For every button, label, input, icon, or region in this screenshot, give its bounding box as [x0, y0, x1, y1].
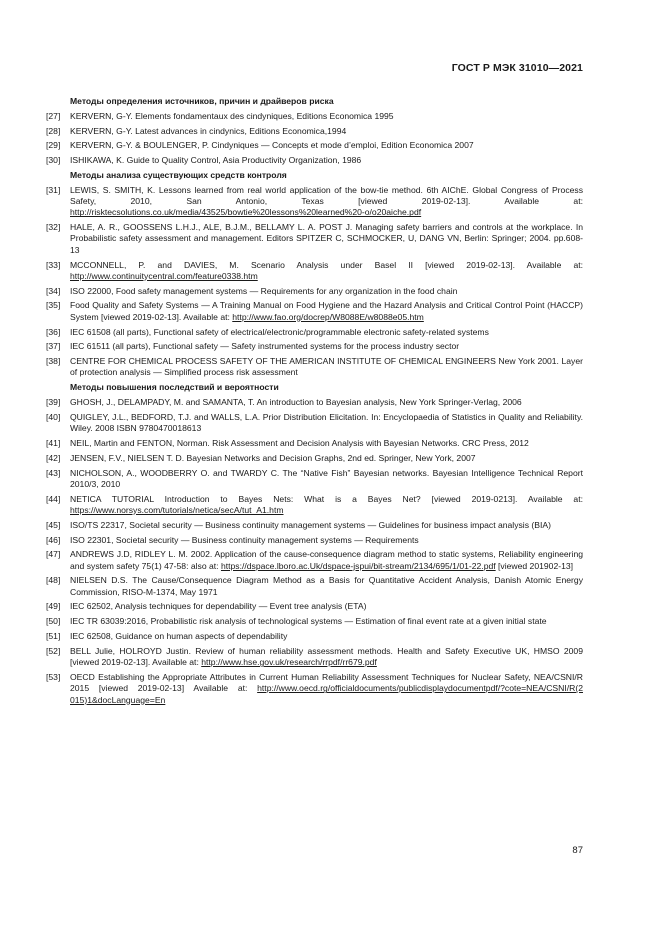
reference-text: HALE, A. R., GOOSSENS L.H.J., ALE, B.J.M., BELLAMY L. A. POST J. Managing safety barriers and controls at the workplace. In Probabilistic safety assessment and management. Editors SPITZER C, SCHMOCKER, U, DANG VN, Berlin: Springer; 2004. pp.608-13: [70, 222, 583, 255]
reference-item: [46, 111, 583, 122]
reference-number: [44]: [46, 493, 61, 504]
reference-number: [31]: [46, 184, 61, 195]
reference-text: IEC 62502, Analysis techniques for dependability — Event tree analysis (ETA): [70, 601, 367, 612]
reference-text: IEC 61508 (all parts), Functional safety of electrical/electronic/programmable electronic safety-related systems: [70, 326, 489, 337]
reference-text: NIELSEN D.S. The Cause/Consequence Diagram Method as a Basis for Quantitative Accident Analysis, Danish Atomic Energy Commission, RISO-M-1374, May 1971: [70, 575, 583, 597]
reference-link[interactable]: https://dspace.lboro.ac.Uk/dspace-jspui/bit-stream/2134/695/1/01-22.pdf: [220, 560, 496, 571]
reference-item: [46, 155, 583, 166]
reference-item: [46, 520, 583, 531]
reference-item: [46, 631, 583, 642]
reference-text: GHOSH, J., DELAMPADY, M. and SAMANTA, T. An introduction to Bayesian analysis, New York Springer-Verlag, 2006: [70, 397, 522, 408]
reference-text: CENTRE FOR CHEMICAL PROCESS SAFETY OF THE AMERICAN INSTITUTE OF CHEMICAL ENGINEERS New York 2001. Layer of protection analysis — Simplified process risk assessment: [70, 356, 583, 378]
reference-text: Food Quality and Safety Systems — A Training Manual on Food Hygiene and the Hazard Analysis and Critical Control Point (HACCP) System [viewed 2019-02-13]. Available at: http://www.fao.org/docrep/W8088E/w8088e05.htm: [70, 300, 583, 322]
reference-item: [46, 453, 583, 464]
reference-item: [46, 535, 583, 546]
reference-text: IEC TR 63039:2016, Probabilistic risk analysis of technological systems — Estimation of final event rate at a given initial state: [70, 616, 547, 627]
reference-number: [36]: [46, 326, 61, 337]
reference-item: [46, 672, 583, 706]
reference-number: [34]: [46, 285, 61, 296]
reference-text: IEC 62508, Guidance on human aspects of dependability: [70, 631, 288, 642]
reference-number: [40]: [46, 411, 61, 422]
reference-text: KERVERN, G-Y. Elements fondamentaux des cindyniques, Editions Economica 1995: [70, 110, 394, 121]
reference-number: [48]: [46, 575, 61, 586]
section-heading: Методы повышения последствий и вероятности: [70, 382, 279, 393]
reference-text: ISO/TS 22317, Societal security — Business continuity management systems — Guidelines for business impact analysis (BIA): [70, 519, 551, 530]
reference-item: [46, 126, 583, 137]
reference-item: [46, 327, 583, 338]
reference-item: [46, 438, 583, 449]
page-number: 87: [572, 845, 583, 856]
reference-link[interactable]: http://www.hse.gov.uk/research/rrpdf/rr679.pdf: [201, 657, 377, 668]
reference-number: [45]: [46, 519, 61, 530]
reference-item: [46, 260, 583, 283]
reference-number: [38]: [46, 356, 61, 367]
reference-text: KERVERN, G-Y. & BOULENGER, P. Cindyniques — Concepts et mode d’emploi, Edition Economica 2007: [70, 140, 474, 151]
reference-item: [46, 646, 583, 669]
reference-number: [41]: [46, 437, 61, 448]
reference-item: [46, 468, 583, 491]
reference-item: [46, 286, 583, 297]
reference-item: [46, 412, 583, 435]
reference-number: [27]: [46, 110, 61, 121]
reference-link[interactable]: http://www.fao.org/docrep/W8088E/w8088e05.htm: [232, 311, 424, 322]
reference-number: [37]: [46, 341, 61, 352]
reference-text: NEIL, Martin and FENTON, Norman. Risk Assessment and Decision Analysis with Bayesian Networks. CRC Press, 2012: [70, 437, 529, 448]
reference-number: [50]: [46, 616, 61, 627]
reference-number: [49]: [46, 601, 61, 612]
reference-text: ISHIKAWA, K. Guide to Quality Control, Asia Productivity Organization, 1986: [70, 155, 362, 166]
reference-text: NICHOLSON, A., WOODBERRY O. and TWARDY C. The “Native Fish” Bayesian networks. Bayesian Intelligence Technical Report 2010/3, 2010: [70, 467, 583, 489]
reference-item: [46, 616, 583, 627]
reference-number: [35]: [46, 300, 61, 311]
reference-number: [43]: [46, 467, 61, 478]
reference-item: [46, 397, 583, 408]
reference-text: MCCONNELL, P. and DAVIES, M. Scenario Analysis under Basel II [viewed 2019-02-13]. Available at: http://www.continuitycentral.com/feature0338.htm: [70, 259, 583, 281]
reference-number: [53]: [46, 671, 61, 682]
reference-text: ISO 22301, Societal security — Business continuity management systems — Requirements: [70, 534, 419, 545]
reference-number: [30]: [46, 155, 61, 166]
reference-number: [29]: [46, 140, 61, 151]
reference-number: [51]: [46, 631, 61, 642]
reference-number: [32]: [46, 222, 61, 233]
bibliography: [46, 96, 583, 709]
reference-link[interactable]: http://www.oecd.rg/officialdocuments/publicdisplaydocumentpdf/?cote=NEA/CSNI/R(2 015)1&docLanguage=En: [70, 683, 583, 705]
reference-item: [46, 356, 583, 379]
reference-link[interactable]: http://risktecsolutions.co.uk/media/43525/bowtie%20lessons%20learned%20-o/o20aiche.pdf: [70, 207, 422, 218]
reference-text: LEWIS, S. SMITH, K. Lessons learned from real world application of the bow-tie method. 6th AIChE. Global Congress of Process Safety, 2010, San Antonio, Texas [viewed 2019-02-13]. Available at: http://risktecsolutions.co.uk/media/43525/bowtie%20lessons%20learned%20-o/o20aiche.pdf: [70, 184, 583, 218]
reference-item: [46, 494, 583, 517]
reference-text: QUIGLEY, J.L., BEDFORD, T.J. and WALLS, L.A. Prior Distribution Elicitation. In: Encyclopaedia of Statistics in Quality and Reliability. Wiley. 2008 ISBN 9780470018613: [70, 411, 583, 434]
reference-item: [46, 601, 583, 612]
reference-text: IEC 61511 (all parts), Functional safety — Safety instrumented systems for the process industry sector: [70, 341, 460, 352]
reference-text: BELL Julie, HOLROYD Justin. Review of human reliability assessment methods. Health and Safety Executive UK, HMSO 2009 [viewed 2019-02-13]. Available at: http://www.hse.gov.uk/research/rrpdf/rr679.pdf: [70, 645, 583, 668]
reference-number: [39]: [46, 397, 61, 408]
reference-item: [46, 185, 583, 219]
reference-number: [28]: [46, 125, 61, 136]
section-heading: Методы анализа существующих средств контроля: [70, 169, 287, 180]
reference-text: NETICA TUTORIAL Introduction to Bayes Nets: What is a Bayes Net? [viewed 2019-0213]. Available at: https://www.norsys.com/tutorials/netica/secA/tut_A1.htm: [70, 493, 583, 515]
section-heading: Методы определения источников, причин и драйверов риска: [70, 96, 334, 106]
reference-item: [46, 575, 583, 598]
reference-text: OECD Establishing the Appropriate Attributes in Current Human Reliability Assessment Techniques for Nuclear Safety, NEA/CSNI/R 2015 [viewed 2019-02-13] Available at: http://www.oecd.rg/officialdocuments/publicdisplaydocumentpdf/?cote=NEA/CSNI/R(2 015)1&docLanguage=En: [70, 671, 583, 705]
reference-number: [52]: [46, 645, 61, 656]
document-header: ГОСТ Р МЭК 31010—2021: [451, 62, 583, 74]
reference-text: ISO 22000, Food safety management systems — Requirements for any organization in the food chain: [70, 285, 458, 296]
reference-link[interactable]: http://www.continuitycentral.com/feature0338.htm: [70, 270, 258, 281]
reference-item: [46, 222, 583, 256]
reference-number: [47]: [46, 549, 61, 560]
reference-number: [46]: [46, 534, 61, 545]
reference-item: [46, 300, 583, 323]
reference-text: KERVERN, G-Y. Latest advances in cindynics, Editions Economica,1994: [70, 125, 347, 136]
reference-text: JENSEN, F.V., NIELSEN T. D. Bayesian Networks and Decision Graphs, 2nd ed. Springer, New York, 2007: [70, 452, 476, 463]
reference-link[interactable]: https://www.norsys.com/tutorials/netica/secA/tut_A1.htm: [70, 504, 284, 515]
reference-text: ANDREWS J.D, RIDLEY L. M. 2002. Application of the cause-consequence diagram method to static systems, Reliability engineering and system safety 75(1) 47-58: also at: https://dspace.lboro.ac.Uk/dspace-jspui/bit-stream/2134/695/1/01-22.pdf [viewed 201902-13]: [70, 549, 583, 571]
reference-item: [46, 549, 583, 572]
reference-number: [42]: [46, 452, 61, 463]
reference-item: [46, 341, 583, 352]
reference-number: [33]: [46, 259, 61, 270]
reference-item: [46, 140, 583, 151]
